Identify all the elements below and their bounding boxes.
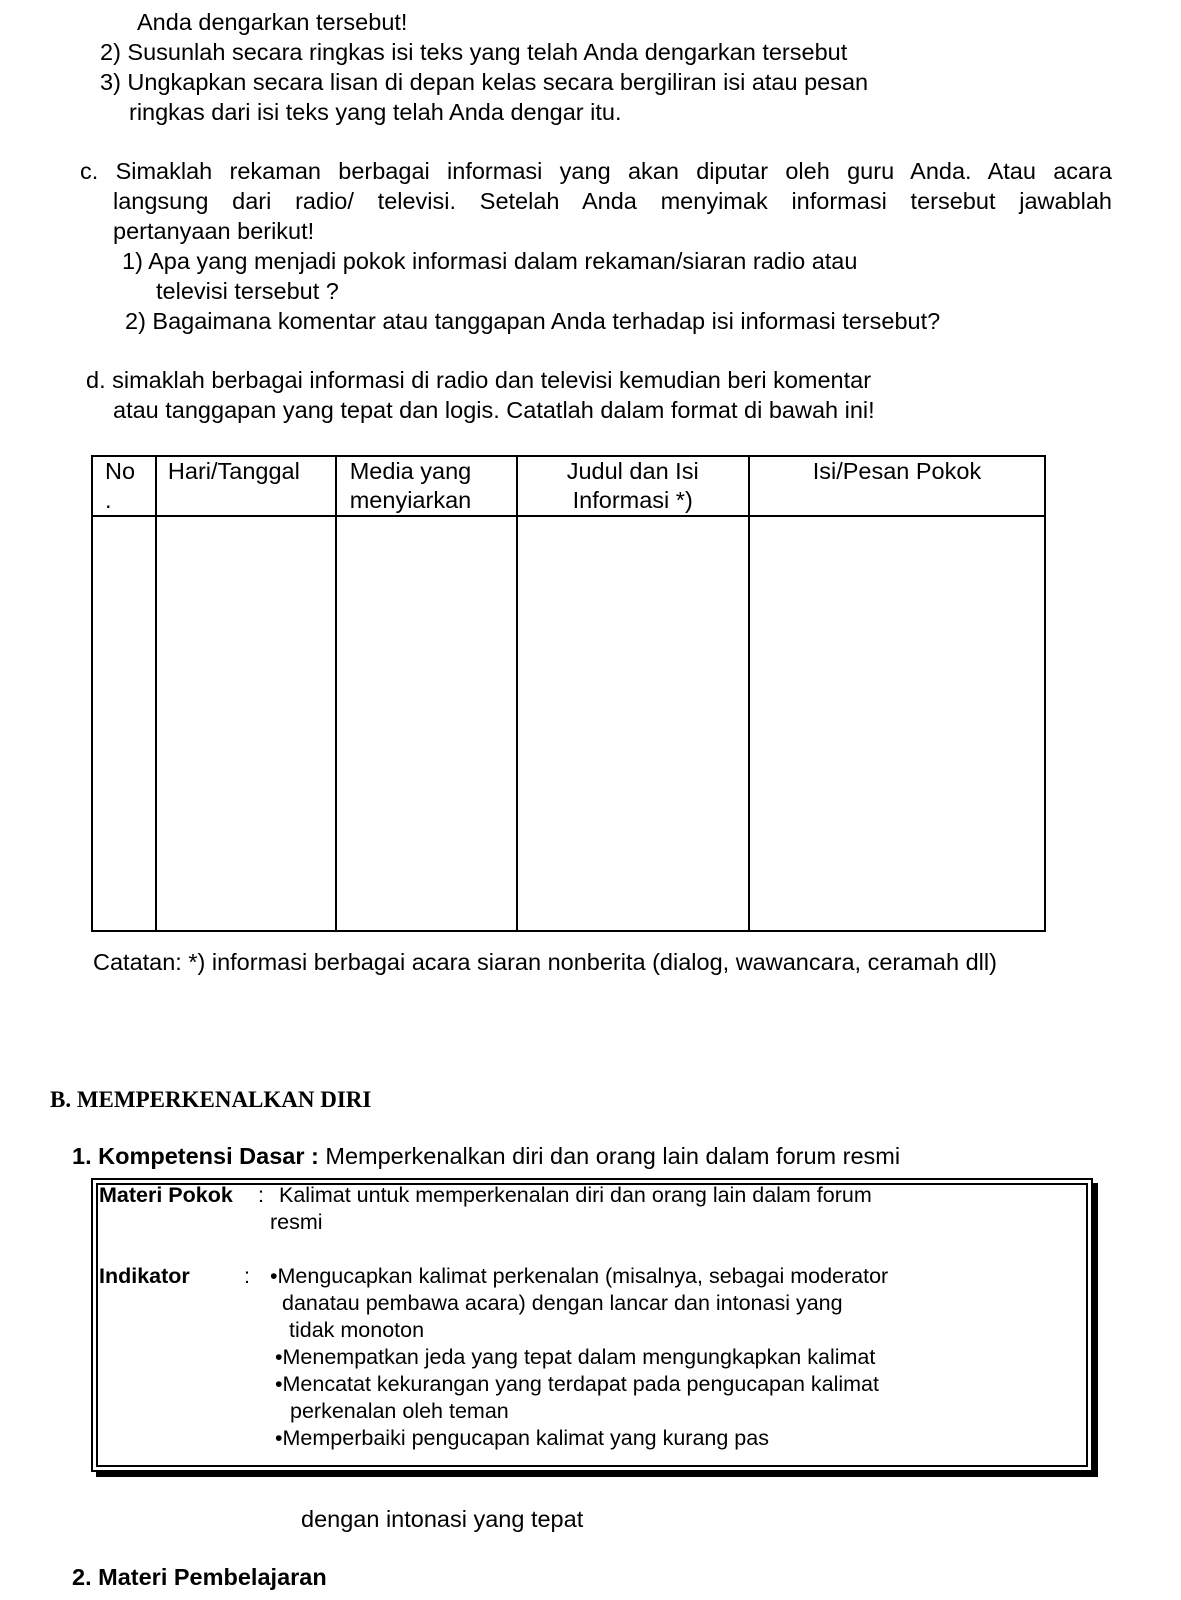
table-cell[interactable] — [156, 516, 336, 931]
indikator-colon: : — [244, 1264, 250, 1288]
task-b-item-3-line1: 3) Ungkapkan secara lisan di depan kelas secara bergiliran isi atau pesan — [100, 69, 869, 95]
header-date-line1: Hari/Tanggal — [167, 458, 300, 484]
header-cell-title — [517, 456, 749, 516]
section-c-line3: pertanyaan berikut! — [113, 218, 315, 244]
section-c-q2: 2) Bagaimana komentar atau tanggapan Anda terhadap isi informasi tersebut? — [125, 308, 941, 334]
materi-pokok-colon: : — [258, 1183, 264, 1207]
table-cell[interactable] — [749, 516, 1045, 931]
section-c-line1: c. Simaklah rekaman berbagai informasi yang akan diputar oleh guru Anda. Atau acara — [80, 158, 1112, 184]
indikator-1-line1: •Mengucapkan kalimat perkenalan (misalnya, sebagai moderator — [270, 1264, 889, 1288]
indikator-1-line2: danatau pembawa acara) dengan lancar dan intonasi yang — [282, 1291, 843, 1315]
section-c-q1-line2: televisi tersebut ? — [156, 278, 339, 304]
section-d-line2: atau tanggapan yang tepat dan logis. Catatlah dalam format di bawah ini! — [113, 397, 875, 423]
header-cell-no — [92, 456, 156, 516]
table-row — [92, 516, 1045, 931]
header-cell-date — [156, 456, 336, 516]
header-title-line1: Judul dan Isi — [566, 458, 699, 484]
indikator-3-line1: •Mencatat kekurangan yang terdapat pada pengucapan kalimat — [275, 1372, 879, 1396]
task-b-line1: Anda dengarkan tersebut! — [137, 9, 408, 35]
header-message-line1: Isi/Pesan Pokok — [812, 458, 982, 484]
materi-pembelajaran-heading: 2. Materi Pembelajaran — [72, 1564, 327, 1590]
table-note: Catatan: *) informasi berbagai acara siaran nonberita (dialog, wawancara, ceramah dll) — [93, 949, 997, 975]
materi-pokok-label: Materi Pokok — [99, 1183, 233, 1207]
table-cell[interactable] — [92, 516, 156, 931]
indikator-1-line3: tidak monoton — [289, 1318, 425, 1342]
materi-pokok-line2: resmi — [270, 1210, 323, 1234]
header-media-line2: menyiarkan — [349, 487, 472, 513]
header-no-line1: No — [105, 458, 136, 484]
header-title-line2: Informasi *) — [572, 487, 693, 513]
task-b-item-3-line2: ringkas dari isi teks yang telah Anda dengar itu. — [129, 99, 622, 125]
kompetensi-dasar-label: 1. Kompetensi Dasar : — [72, 1143, 319, 1169]
header-cell-media — [336, 456, 517, 516]
materi-pokok-line1: Kalimat untuk memperkenalan diri dan orang lain dalam forum — [279, 1183, 872, 1207]
kompetensi-dasar-line — [72, 1142, 900, 1171]
header-media-line1: Media yang — [349, 458, 472, 484]
indikator-3-line2: perkenalan oleh teman — [290, 1399, 509, 1423]
after-box-text: dengan intonasi yang tepat — [301, 1506, 584, 1532]
section-b-heading: B. MEMPERKENALKAN DIRI — [50, 1087, 372, 1112]
record-table — [91, 455, 1046, 932]
table-cell[interactable] — [517, 516, 749, 931]
table-header-row — [92, 456, 1045, 516]
indikator-4: •Memperbaiki pengucapan kalimat yang kurang pas — [275, 1426, 769, 1450]
indikator-label: Indikator — [99, 1264, 190, 1288]
header-cell-message — [749, 456, 1045, 516]
task-b-item-2: 2) Susunlah secara ringkas isi teks yang telah Anda dengarkan tersebut — [100, 39, 848, 65]
section-d-line1: d. simaklah berbagai informasi di radio dan televisi kemudian beri komentar — [86, 367, 872, 393]
section-c-line2: langsung dari radio/ televisi. Setelah Anda menyimak informasi tersebut jawablah — [113, 188, 1112, 214]
section-c-q1-line1: 1) Apa yang menjadi pokok informasi dalam rekaman/siaran radio atau — [122, 248, 858, 274]
table-cell[interactable] — [336, 516, 517, 931]
indikator-2: •Menempatkan jeda yang tepat dalam mengungkapkan kalimat — [275, 1345, 876, 1369]
kompetensi-dasar-text: Memperkenalkan diri dan orang lain dalam forum resmi — [318, 1143, 901, 1169]
header-no-line2: . — [105, 487, 112, 513]
